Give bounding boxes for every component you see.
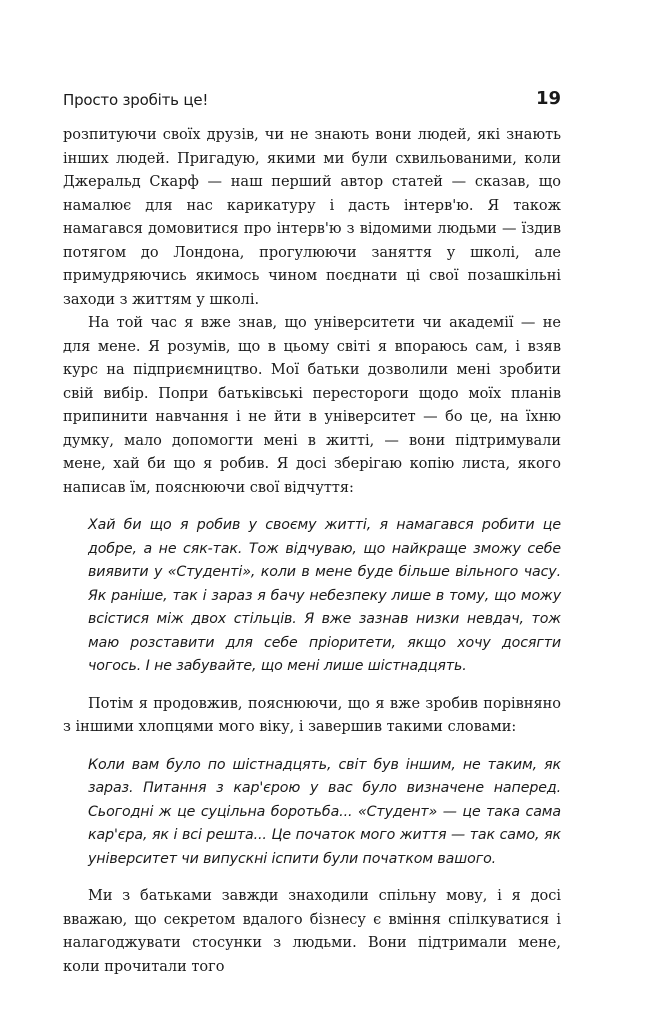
running-title: Просто зробіть це! bbox=[63, 91, 209, 109]
paragraph-4: Ми з батьками завжди знаходили спільну мову, і я досі вважаю, що секретом вдалого бізнесу є вміння спілкуватися і налагоджувати стосунки з людьми. Вони підтримали мене, коли прочитали того bbox=[63, 888, 561, 975]
letter-quote-1: Хай би що я робив у своєму житті, я намагався робити це добре, а не сяк-так. Тож відчуваю, що найкраще зможу себе виявити у «Студенті», коли в мене буде більше вільного часу. Як раніше, так і зараз я бачу небезпеку лише в тому, що можу всістися між двох стільців. Я вже зазнав низки невдач, тож маю розставити для себе пріоритети, якщо хочу досягти чогось. І не забувайте, що мені лише шістнадцять. bbox=[88, 517, 561, 674]
running-head bbox=[63, 88, 561, 112]
paragraph-1: розпитуючи своїх друзів, чи не знають вони людей, які знають інших людей. Пригадую, якими ми були схвильованими, коли Джеральд Скарф — наш перший автор статей — сказав, що намалює для нас карикатуру і дасть інтерв'ю. Я також намагався домовитися про інтерв'ю з відомими людьми — їздив потягом до Лондона, прогулюючи заняття у школі, але примудряючись якимось чином поєднати ці свої позашкільні заходи з життям у школі. bbox=[63, 127, 561, 308]
paragraph-2: На той час я вже знав, що університети чи академії — не для мене. Я розумів, що в цьому світі я впораюсь сам, і взяв курс на підприємництво. Мої батьки дозволили мені зробити свій вибір. Попри батьківські перестороги щодо моїх планів припинити навчання і не йти в університет — бо це, на їхню думку, мало допомогти мені в житті, — вони підтримували мене, хай би що я робив. Я досі зберігаю копію листа, якого написав їм, пояснюючи свої відчуття: bbox=[63, 315, 561, 496]
body-text bbox=[63, 124, 561, 979]
paragraph-3: Потім я продовжив, пояснюючи, що я вже зробив порівняно з іншими хлопцями мого віку, і завершив такими словами: bbox=[63, 695, 561, 735]
page-number: 19 bbox=[535, 88, 561, 109]
letter-quote-2: Коли вам було по шістнадцять, світ був іншим, не таким, як зараз. Питання з кар'єрою у вас було визначене наперед. Сьогодні ж це суцільна боротьба... «Студент» — це така сама кар'єра, як і всі решта... Це початок мого життя — так само, як університет чи випускні іспити були початком вашого. bbox=[88, 756, 561, 867]
